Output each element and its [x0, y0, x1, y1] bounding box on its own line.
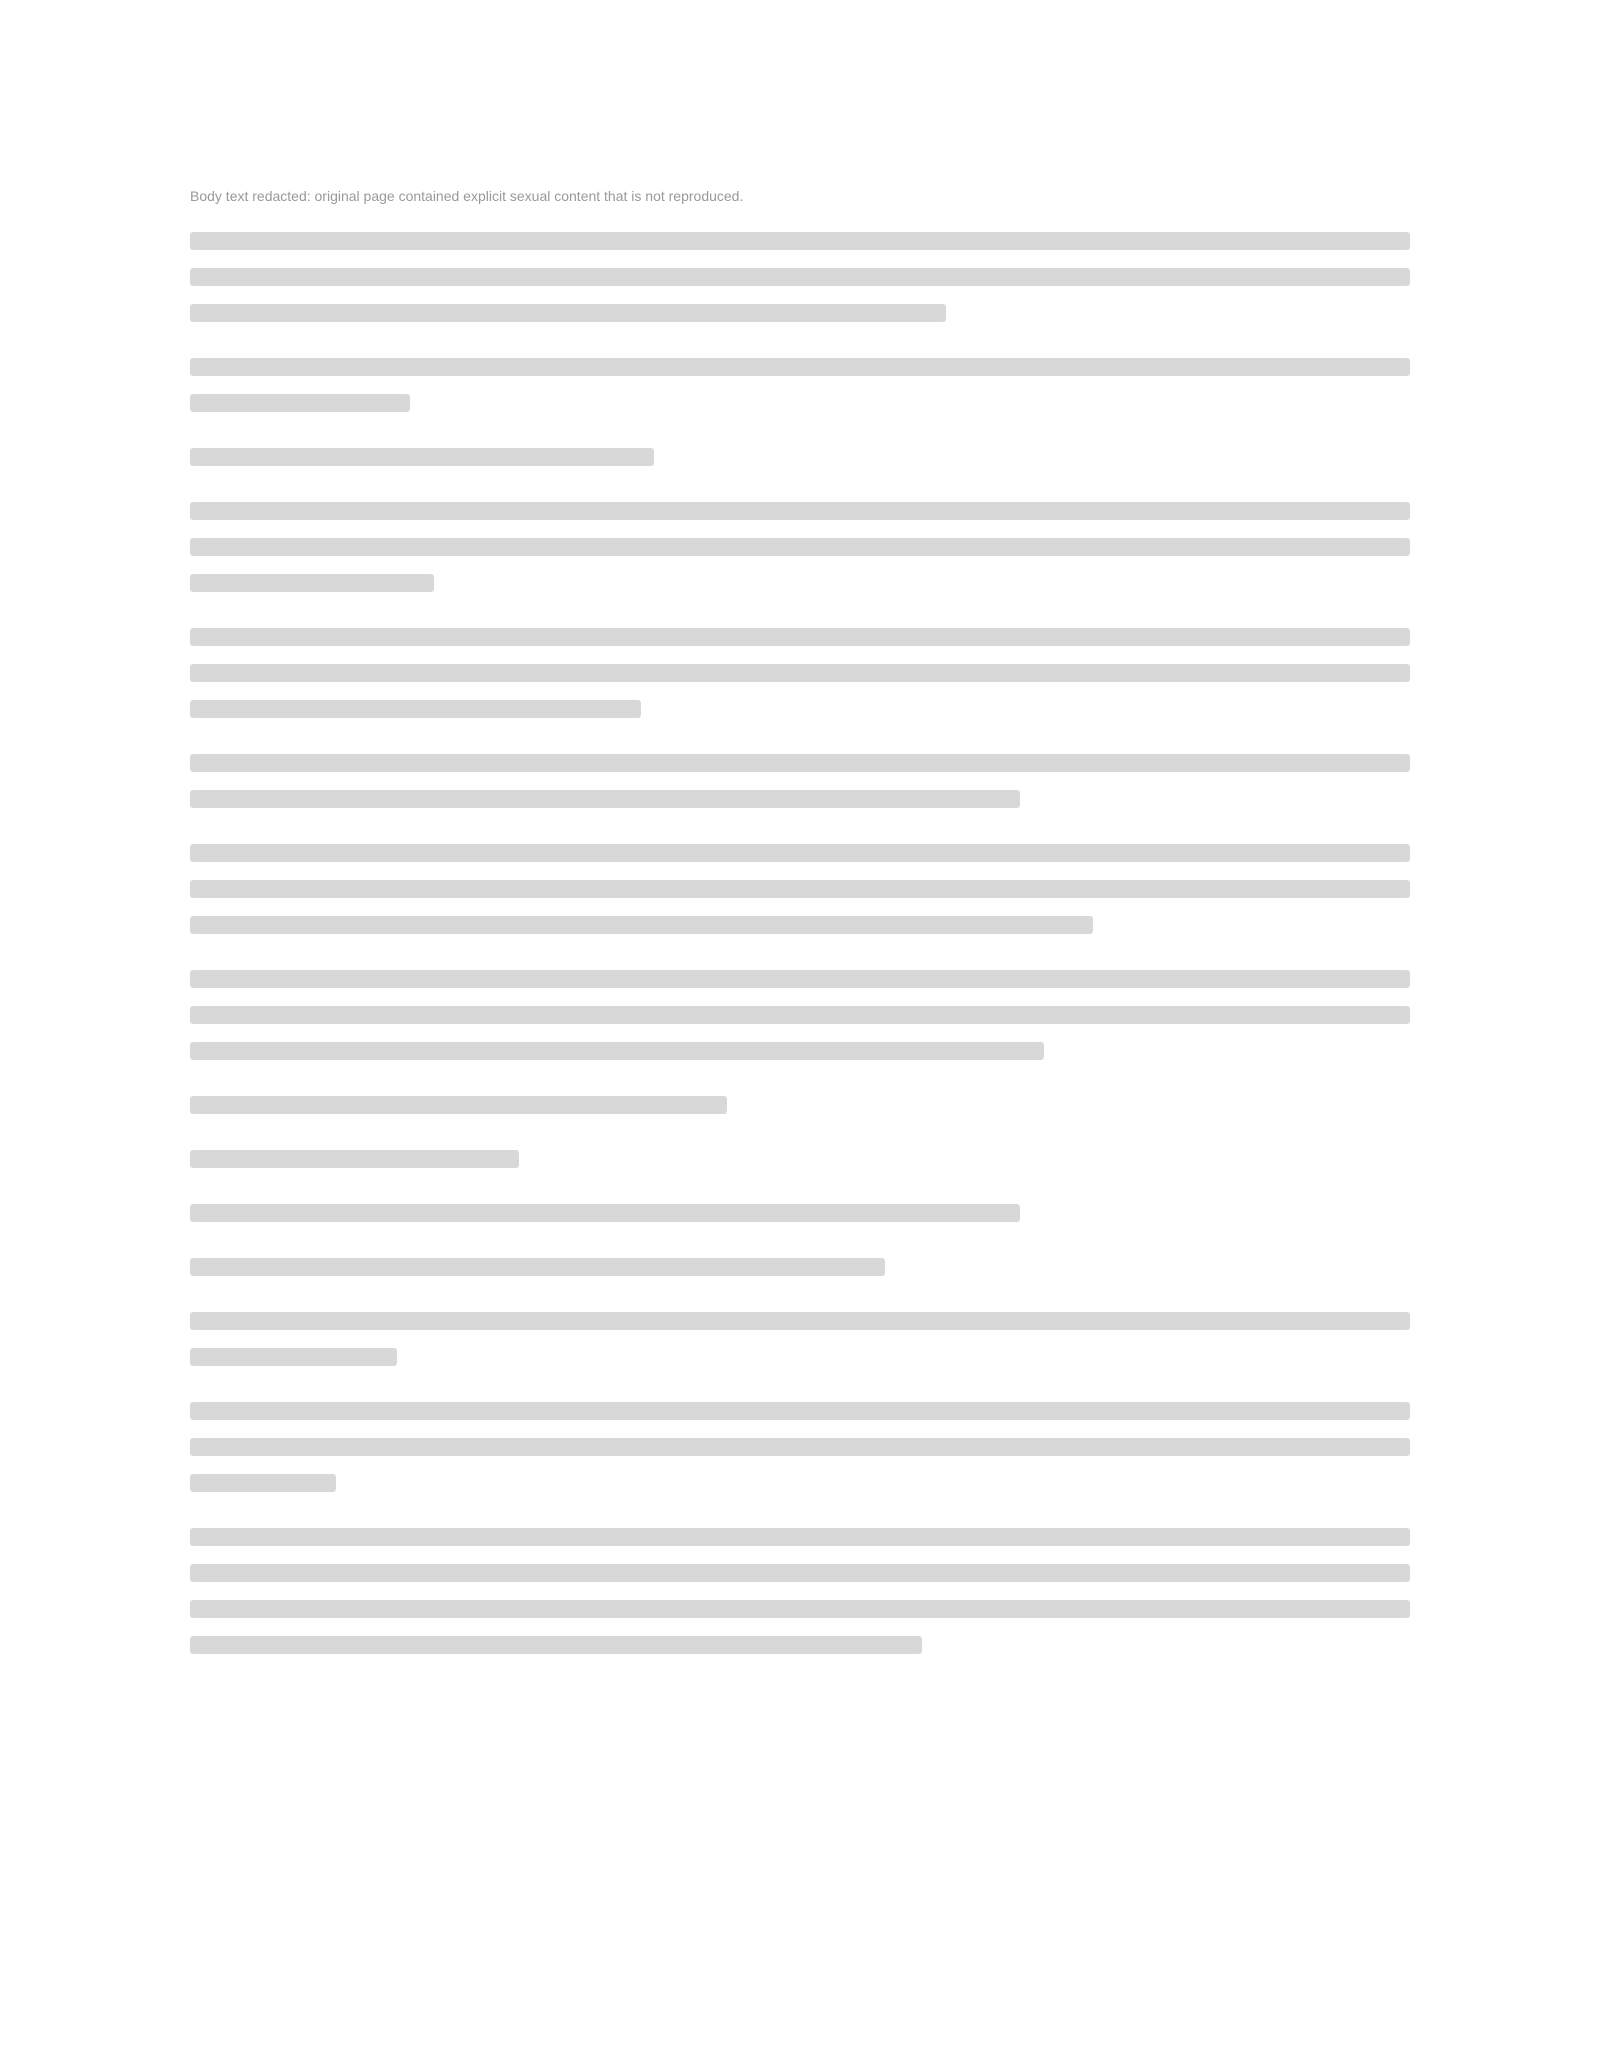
redacted-paragraph: [190, 1402, 1410, 1492]
redacted-text-line: [190, 790, 1020, 808]
redacted-paragraph: [190, 1258, 1410, 1276]
redacted-text-line: [190, 232, 1410, 250]
redacted-text-line: [190, 880, 1410, 898]
redacted-text-line: [190, 1600, 1410, 1618]
redacted-paragraph: [190, 628, 1410, 718]
redacted-paragraph: [190, 448, 1410, 466]
redacted-text-line: [190, 1438, 1410, 1456]
redacted-text-line: [190, 268, 1410, 286]
redacted-text-line: [190, 448, 654, 466]
redacted-paragraph: [190, 502, 1410, 592]
redacted-text-line: [190, 754, 1410, 772]
redacted-paragraph: [190, 358, 1410, 412]
redacted-text-line: [190, 1150, 519, 1168]
redacted-text-line: [190, 844, 1410, 862]
redacted-text-line: [190, 538, 1410, 556]
redacted-text-line: [190, 502, 1410, 520]
redacted-paragraph: [190, 232, 1410, 322]
redacted-text-line: [190, 574, 434, 592]
redacted-text-line: [190, 1258, 885, 1276]
redacted-text-line: [190, 1528, 1410, 1546]
redacted-text-line: [190, 664, 1410, 682]
redacted-paragraph: [190, 1096, 1410, 1114]
redacted-text-line: [190, 1204, 1020, 1222]
redacted-text-line: [190, 1096, 727, 1114]
redacted-paragraph: [190, 1528, 1410, 1654]
redacted-paragraph: [190, 844, 1410, 934]
redaction-note: Body text redacted: original page contained explicit sexual content that is not reproduced.: [190, 188, 744, 204]
redacted-paragraph: [190, 1312, 1410, 1366]
redacted-text-line: [190, 628, 1410, 646]
text-body: [190, 232, 1410, 1654]
redacted-text-line: [190, 394, 410, 412]
redacted-text-line: [190, 1402, 1410, 1420]
redacted-text-line: [190, 1042, 1044, 1060]
redacted-paragraph: [190, 1204, 1410, 1222]
redacted-text-line: [190, 1348, 397, 1366]
redacted-text-line: [190, 304, 946, 322]
redacted-paragraph: [190, 754, 1410, 808]
redacted-text-line: [190, 1564, 1410, 1582]
redacted-text-line: [190, 1006, 1410, 1024]
redacted-text-line: [190, 1474, 336, 1492]
redacted-text-line: [190, 358, 1410, 376]
redacted-paragraph: [190, 1150, 1410, 1168]
redacted-text-line: [190, 1636, 922, 1654]
redacted-text-line: [190, 916, 1093, 934]
redacted-text-line: [190, 1312, 1410, 1330]
redacted-text-line: [190, 970, 1410, 988]
redacted-text-line: [190, 700, 641, 718]
redacted-paragraph: [190, 970, 1410, 1060]
